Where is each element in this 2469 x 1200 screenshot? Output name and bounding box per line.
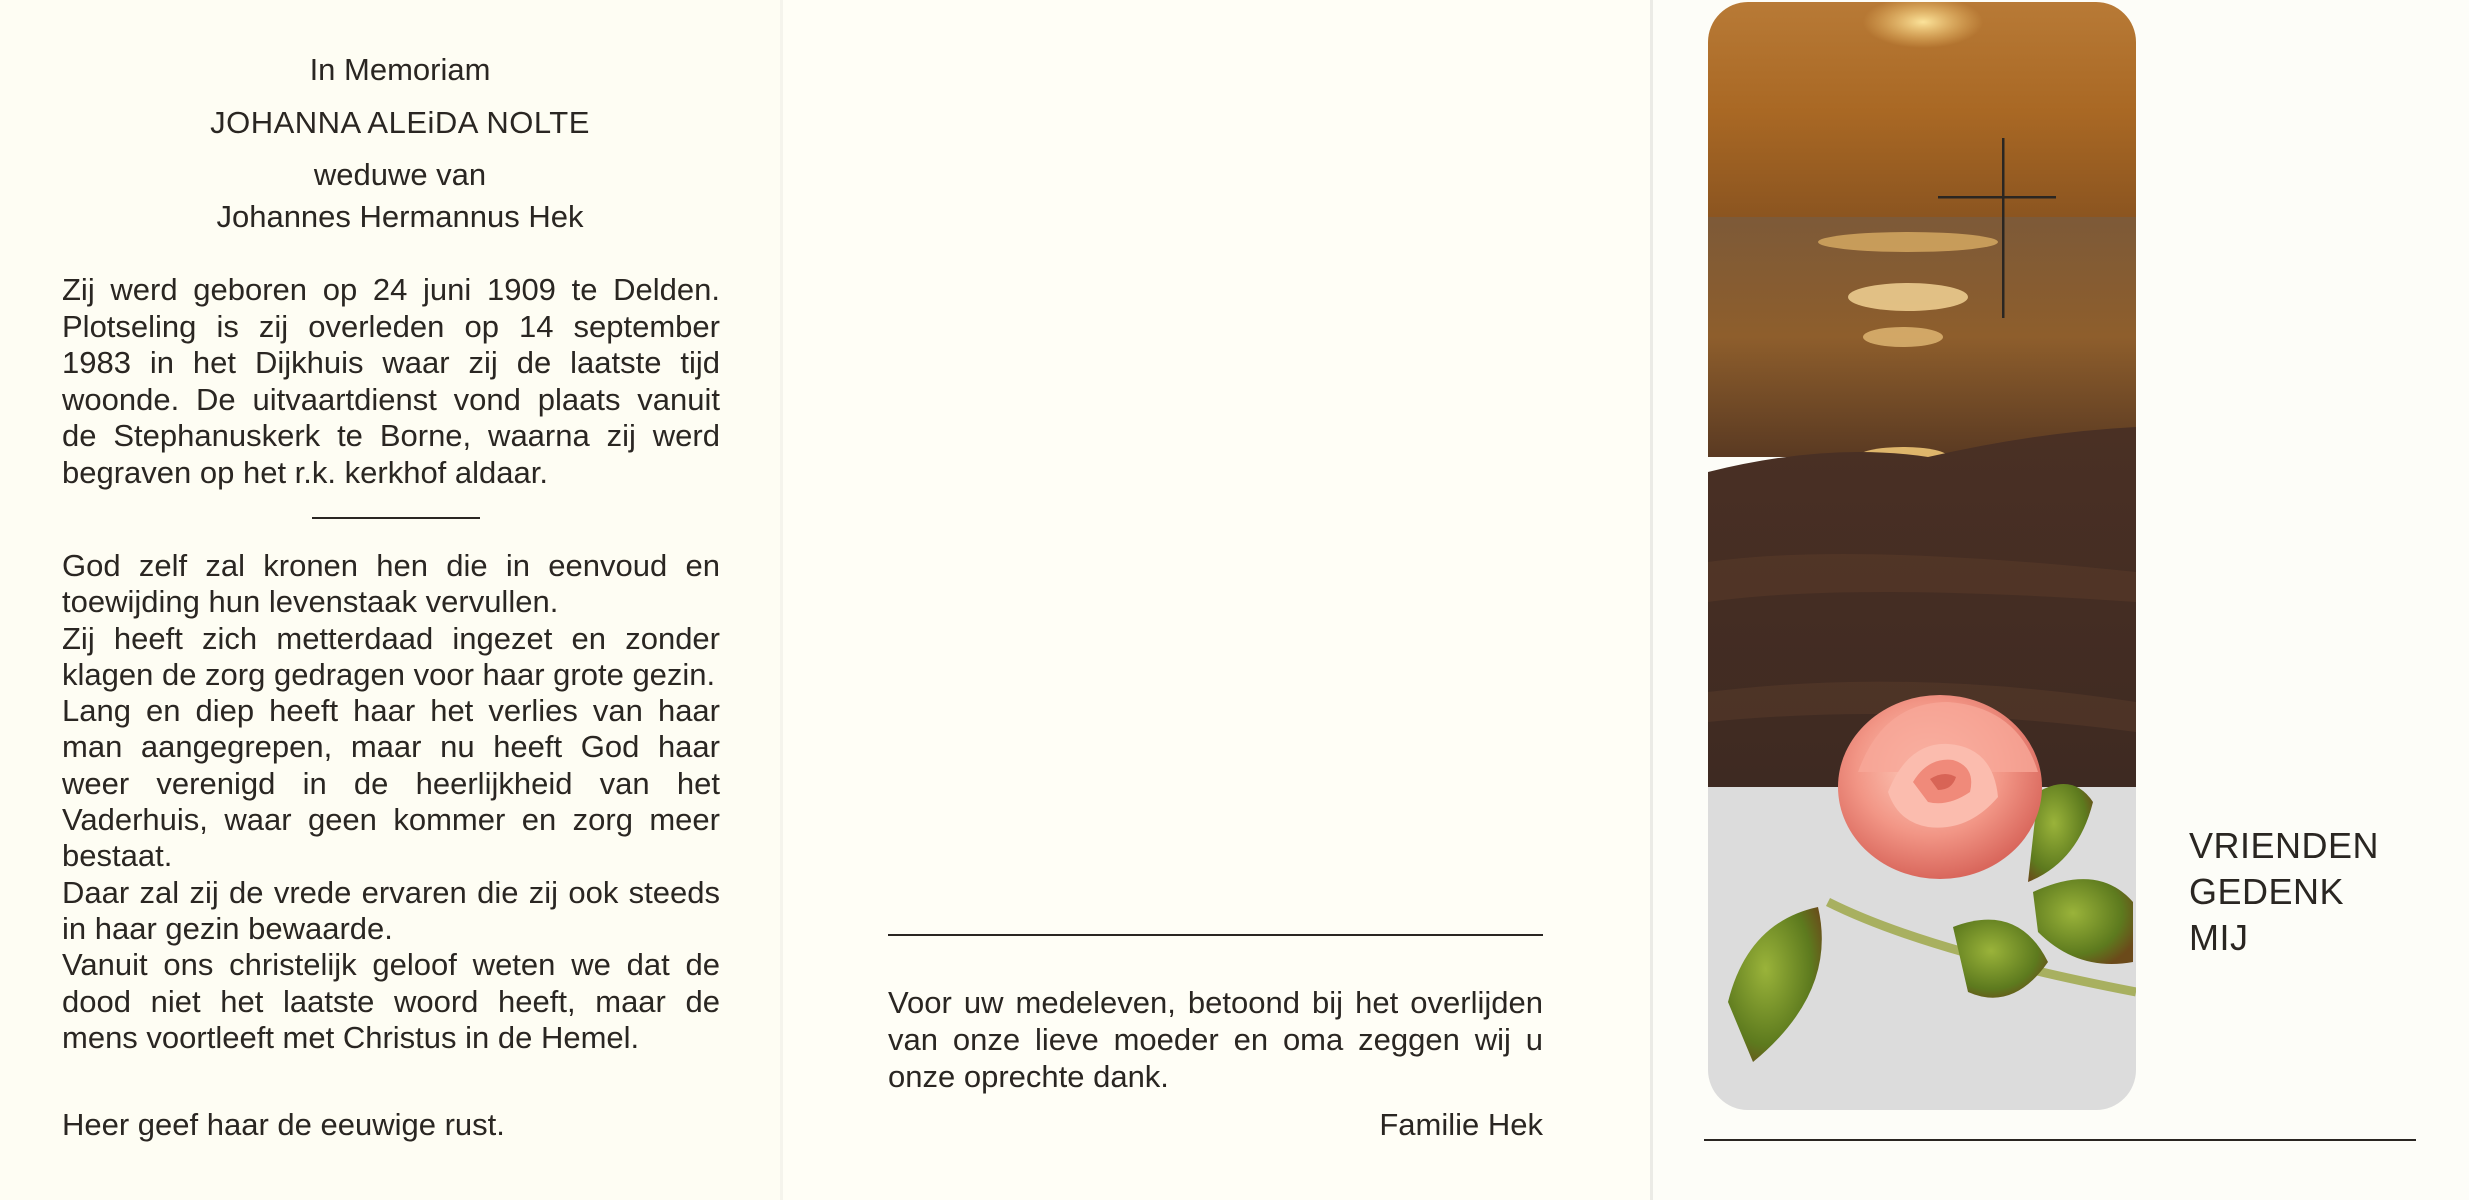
family-signature: Familie Hek (1379, 1107, 1543, 1142)
thanks-message: Voor uw medeleven, betoond bij het overlijden van onze lieve moeder en oma zeggen wij u onze oprechte dank. (888, 985, 1543, 1094)
memorial-text (62, 548, 720, 1056)
verse-line: Daar zal zij de vrede ervaren die zij ook steeds in haar gezin bewaarde. (62, 874, 720, 946)
cross-icon (1934, 0, 2074, 320)
divider (888, 934, 1543, 936)
deceased-name: JOHANNA ALEiDA NOLTE (210, 105, 590, 140)
verse-line: Zij heeft zich metterdaad ingezet en zonder klagen de zorg gedragen voor haar grote gezin. (62, 620, 720, 692)
divider (1704, 1139, 2416, 1141)
verse-line: Lang en diep heeft haar het verlies van haar man aangegrepen, maar nu heeft God haar weer verenigd in de heerlijkheid van het Vaderhuis, waar geen kommer en zorg meer bestaat. (62, 693, 720, 874)
motto (2189, 823, 2379, 961)
motto-line: GEDENK (2189, 871, 2345, 912)
motto-line: MIJ (2189, 917, 2249, 958)
widow-of-label: weduwe van (313, 157, 487, 192)
motto-line: VRIENDEN (2189, 825, 2380, 866)
husband-name: Johannes Hermannus Hek (216, 199, 584, 234)
verse-line: God zelf zal kronen hen die in eenvoud en toewijding hun levenstaak vervullen. (62, 548, 720, 620)
divider (312, 517, 480, 519)
biography-paragraph: Zij werd geboren op 24 juni 1909 te Delden. Plotseling is zij overleden op 14 september 1983 in het Dijkhuis waar zij de laatste tijd woonde. De uitvaartdienst vond plaats vanuit de Stephanuskerk te Borne, waarna zij werd begraven op het r.k. kerkhof aldaar. (62, 272, 720, 490)
in-memoriam-heading: In Memoriam (309, 52, 491, 87)
closing-prayer: Heer geef haar de eeuwige rust. (62, 1107, 505, 1142)
fold-line (1650, 0, 1653, 1200)
verse-line: Vanuit ons christelijk geloof weten we dat de dood niet het laatste woord heeft, maar de mens voortleeft met Christus in de Hemel. (62, 947, 720, 1055)
